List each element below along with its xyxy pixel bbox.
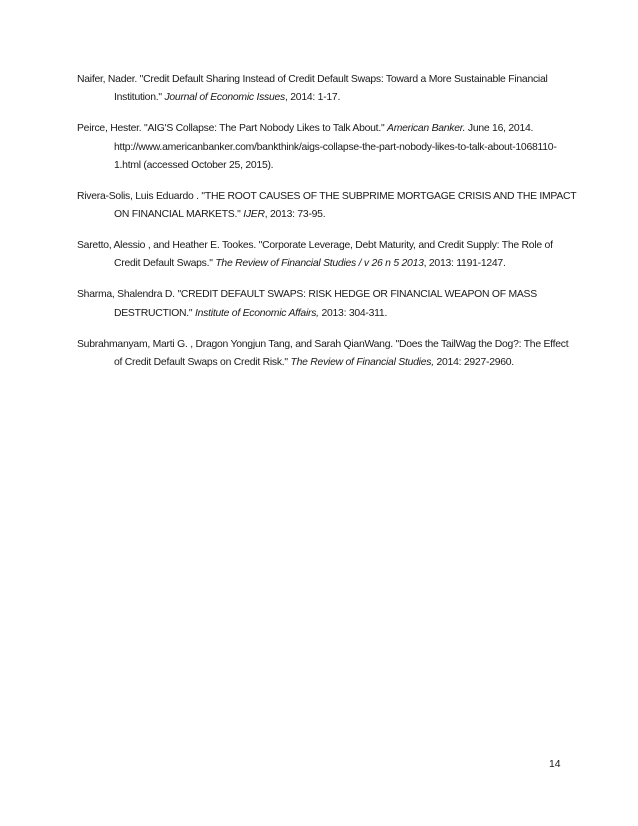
reference-text: , 2013: 1191-1247. bbox=[423, 258, 506, 270]
reference-text: 2014: 2927-2960. bbox=[433, 357, 514, 368]
reference-text: Naifer, Nader. "Credit Default Sharing Instead of Credit Default Swaps: Toward a More Sustainable Financial Institution." bbox=[77, 74, 548, 104]
reference-entry bbox=[77, 120, 577, 175]
reference-text: Subrahmanyam, Marti G. , Dragon Yongjun Tang, and Sarah QianWang. "Does the TailWag the Dog?: The Effect of Credit Default Swaps on Credit Risk." bbox=[77, 338, 569, 368]
page-number: 14 bbox=[549, 759, 561, 770]
reference-entry bbox=[77, 237, 577, 274]
reference-text: Sharma, Shalendra D. "CREDIT DEFAULT SWAPS: RISK HEDGE OR FINANCIAL WEAPON OF MASS DESTRUCTION." bbox=[77, 289, 537, 319]
references-list bbox=[77, 71, 577, 385]
reference-source: The Review of Financial Studies / v 26 n 5 2013 bbox=[215, 258, 424, 270]
reference-entry bbox=[77, 188, 577, 225]
reference-text: , 2013: 73-95. bbox=[264, 209, 326, 221]
reference-text: June 16, 2014. http://www.americanbanker.com/bankthink/aigs-collapse-the-part-nobody-likes-to-talk-about-1068110-1.html (accessed October 25, 2015). bbox=[114, 123, 557, 171]
reference-text: 2013: 304-311. bbox=[318, 307, 388, 319]
reference-text: , 2014: 1-17. bbox=[285, 92, 341, 104]
reference-text: Rivera-Solis, Luis Eduardo . "THE ROOT CAUSES OF THE SUBPRIME MORTGAGE CRISIS AND THE IMPACT ON FINANCIAL MARKETS." bbox=[77, 190, 577, 221]
reference-text: Saretto, Alessio , and Heather E. Tookes. "Corporate Leverage, Debt Maturity, and Credit Supply: The Role of Credit Default Swaps." bbox=[77, 240, 553, 270]
reference-source: American Banker. bbox=[387, 123, 466, 135]
reference-entry bbox=[77, 71, 577, 108]
reference-source: Institute of Economic Affairs, bbox=[195, 307, 319, 319]
reference-source: The Review of Financial Studies, bbox=[290, 357, 434, 368]
reference-text: Peirce, Hester. "AIG'S Collapse: The Part Nobody Likes to Talk About." bbox=[77, 123, 388, 135]
reference-source: Journal of Economic Issues bbox=[164, 92, 285, 104]
reference-entry bbox=[77, 336, 577, 373]
reference-entry bbox=[77, 286, 577, 323]
reference-source: IJER bbox=[243, 209, 265, 221]
